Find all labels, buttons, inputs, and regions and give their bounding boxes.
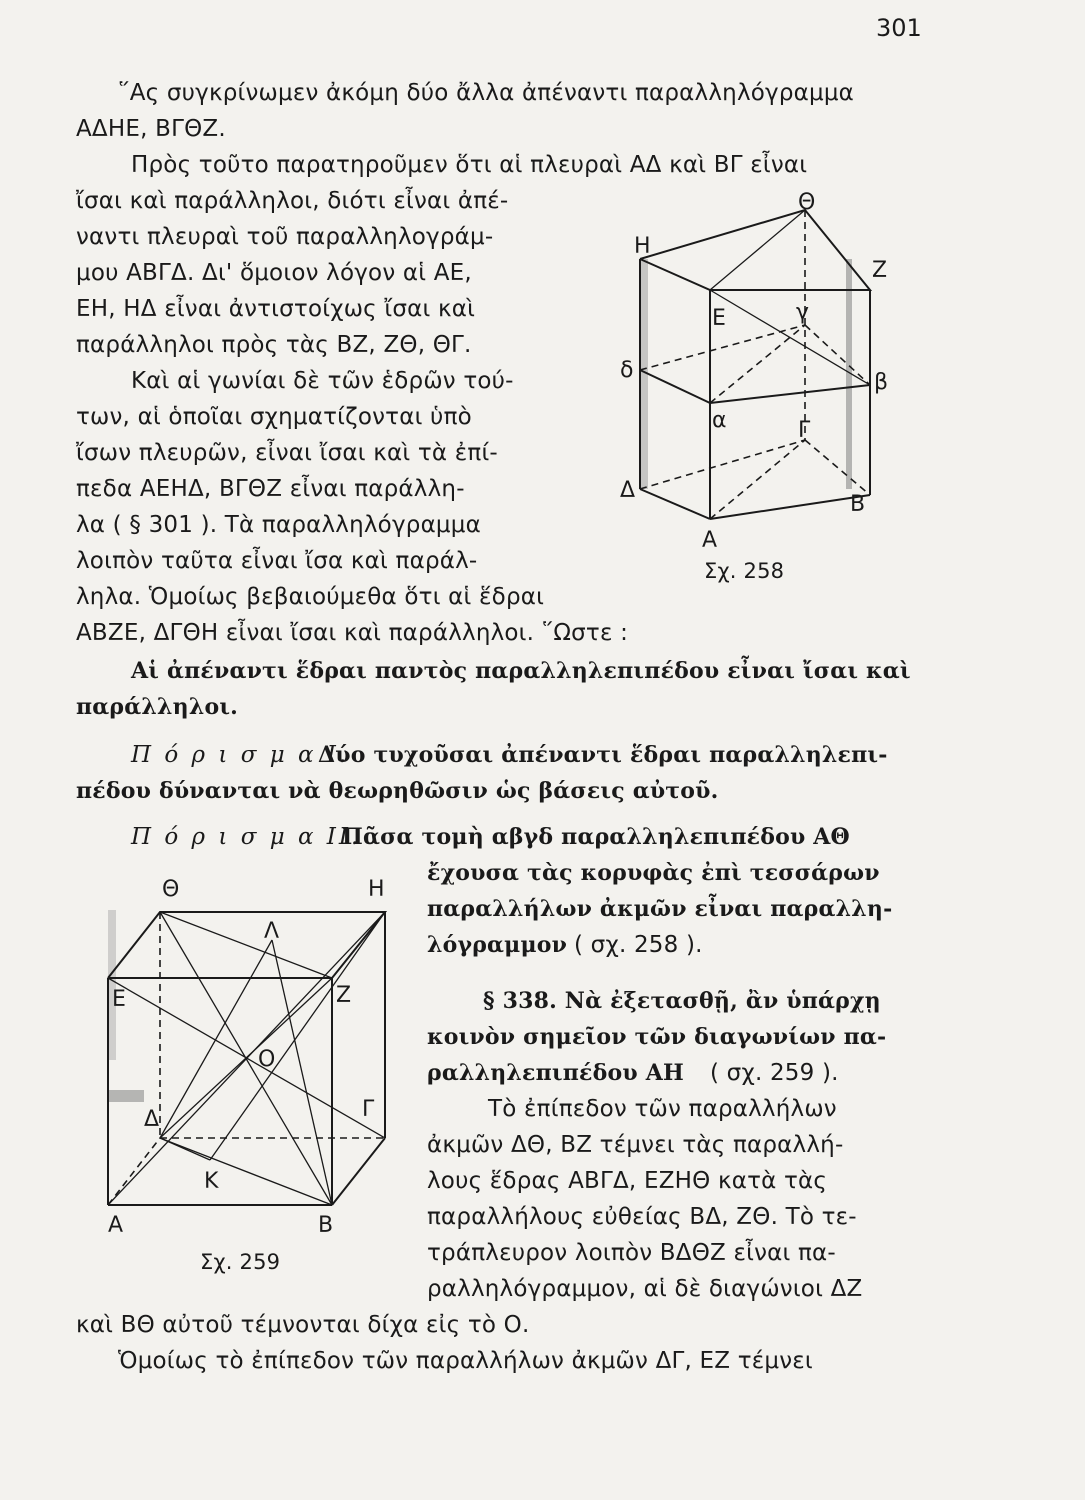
text-line: ΕΗ, ΗΔ εἶναι ἀντιστοίχως ἴσαι καὶ [76, 296, 476, 322]
text-line: πεδα ΑΕΗΔ, ΒΓΘΖ εἶναι παράλλη- [76, 476, 465, 502]
figure-259-parallelepiped [100, 870, 430, 1250]
label-beta-small: β [874, 370, 889, 395]
diagonal-tz [160, 912, 332, 978]
label-omicron: Ο [258, 1047, 276, 1072]
section-heading: κοινὸν σημεῖον τῶν διαγωνίων πα- [427, 1024, 887, 1050]
text-line: ἴσων πλευρῶν, εἶναι ἴσαι καὶ τὰ ἐπί- [76, 440, 498, 466]
text-line: τράπλευρον λοιπὸν ΒΔΘΖ εἶναι πα- [427, 1240, 836, 1266]
shading [108, 1090, 144, 1102]
corollary-text: Δύο τυχοῦσαι ἀπέναντι ἕδραι παραλληλεπι- [318, 742, 888, 768]
figure-258-parallelepiped [600, 185, 900, 585]
figure-259-caption: Σχ. 259 [200, 1250, 281, 1274]
hidden-edge-ad [108, 1138, 160, 1205]
label-epsilon: Ε [712, 306, 726, 331]
text-line: λους ἕδρας ΑΒΓΔ, ΕΖΗΘ κατὰ τὰς [427, 1168, 828, 1194]
section-heading: § 338. Νὰ ἐξετασθῇ, ἂν ὑπάρχῃ [483, 988, 881, 1014]
label-theta: Θ [162, 877, 180, 902]
figure-reference: ( σχ. 258 ). [574, 932, 703, 958]
corollary-text: παραλλήλων ἀκμῶν εἶναι παραλλη- [427, 896, 893, 922]
text-line: παράλληλοι πρὸς τὰς ΒΖ, ΖΘ, ΘΓ. [76, 332, 472, 358]
text-line: ραλληλόγραμμον, αἱ δὲ διαγώνιοι ΔΖ [427, 1276, 863, 1302]
text-line: ληλα. Ὁμοίως βεβαιούμεθα ὅτι αἱ ἕδραι [76, 584, 545, 610]
label-theta: Θ [798, 190, 816, 215]
top-diagonal [710, 210, 805, 290]
text-line: παραλλήλους εὐθείας ΒΔ, ΖΘ. Τὸ τε- [427, 1204, 857, 1230]
text-line: λα ( § 301 ). Τὰ παραλληλόγραμμα [76, 512, 481, 538]
corollary-text: Πᾶσα τομὴ αβγδ παραλληλεπιπέδου ΑΘ [342, 824, 850, 850]
label-kappa: Κ [204, 1169, 219, 1194]
label-delta: Δ [144, 1107, 160, 1132]
label-zeta: Ζ [872, 258, 888, 283]
construction-line [160, 940, 272, 1138]
text-line: Πρὸς τοῦτο παρατηροῦμεν ὅτι αἱ πλευραὶ ΑΔ καὶ ΒΓ εἶναι [131, 152, 808, 178]
top-face [640, 210, 870, 290]
label-alpha: Α [108, 1213, 124, 1238]
text-line: Καὶ αἱ γωνίαι δὲ τῶν ἑδρῶν τού- [131, 368, 514, 394]
text-line: των, αἱ ὁποῖαι σχηματίζονται ὑπὸ [76, 404, 472, 430]
edge-bg [332, 1138, 385, 1205]
label-zeta: Ζ [336, 983, 352, 1008]
label-delta: Δ [620, 478, 636, 503]
construction-line [272, 940, 332, 1205]
label-lambda: Λ [264, 919, 280, 944]
label-eta: Η [634, 234, 651, 259]
shading [108, 910, 116, 1060]
label-delta-small: δ [620, 358, 634, 383]
section-edge [640, 370, 710, 403]
section-diagonal [710, 325, 805, 403]
text-line: καὶ ΒΘ αὐτοῦ τέμνονται δίχα εἰς τὸ Ο. [76, 1312, 530, 1338]
label-gamma-small: γ [796, 300, 810, 325]
section-hidden-edge [805, 325, 870, 385]
text-line: ΑΒΖΕ, ΔΓΘΗ εἶναι ἴσαι καὶ παράλληλοι. ῞Ωστε : [76, 620, 629, 646]
label-beta: Β [850, 492, 866, 517]
hidden-edge-dg [640, 440, 805, 489]
corollary-text: λόγραμμον [427, 932, 568, 958]
label-alpha: Α [702, 528, 718, 553]
corollary-text: πέδου δύνανται νὰ θεωρηθῶσιν ὡς βάσεις αὐτοῦ. [76, 778, 719, 804]
diagonal-db [160, 1138, 332, 1205]
edge-ab [710, 495, 870, 519]
figure-258-caption: Σχ. 258 [704, 559, 785, 583]
label-beta: Β [318, 1213, 334, 1238]
label-gamma: Γ [798, 418, 811, 443]
label-epsilon: Ε [112, 987, 126, 1012]
label-alpha-small: α [712, 408, 727, 433]
theorem-statement: παράλληλοι. [76, 694, 239, 720]
page-number: 301 [876, 14, 922, 42]
text-line: ΑΔΗΕ, ΒΓΘΖ. [76, 116, 226, 142]
section-heading: ραλληλεπιπέδου ΑΗ [427, 1060, 684, 1086]
diagonal-ah [108, 912, 385, 1205]
text-line: ῞Ας συγκρίνωμεν ἀκόμη δύο ἄλλα ἀπέναντι παραλληλόγραμμα [118, 80, 855, 106]
text-line: Ὁμοίως τὸ ἐπίπεδον τῶν παραλλήλων ἀκμῶν ΔΓ, ΕΖ τέμνει [118, 1348, 813, 1374]
label-eta: Η [368, 877, 385, 902]
label-gamma: Γ [362, 1097, 375, 1122]
edge-ad [640, 489, 710, 519]
text-line: Τὸ ἐπίπεδον τῶν παραλλήλων [488, 1096, 837, 1122]
text-line: μου ΑΒΓΔ. Δι' ὅμοιον λόγον αἱ ΑΕ, [76, 260, 472, 286]
corollary-heading: Π ό ρ ι σ μ α ΙΙ. [131, 824, 362, 850]
corollary-text: ἔχουσα τὰς κορυφὰς ἐπὶ τεσσάρων [427, 860, 880, 886]
corollary-heading: Π ό ρ ι σ μ α Ι. [131, 742, 350, 768]
theorem-statement: Αἱ ἀπέναντι ἕδραι παντὸς παραλληλεπιπέδου εἶναι ἴσαι καὶ [131, 658, 911, 684]
hidden-edge-gb [805, 440, 870, 495]
text-line: ἴσαι καὶ παράλληλοι, διότι εἶναι ἀπέ- [76, 188, 509, 214]
text-line: ἀκμῶν ΔΘ, ΒΖ τέμνει τὰς παραλλή- [427, 1132, 844, 1158]
figure-reference: ( σχ. 259 ). [710, 1060, 839, 1086]
text-line: ναντι πλευραὶ τοῦ παραλληλογράμ- [76, 224, 494, 250]
text-line: λοιπὸν ταῦτα εἶναι ἴσα καὶ παράλ- [76, 548, 478, 574]
